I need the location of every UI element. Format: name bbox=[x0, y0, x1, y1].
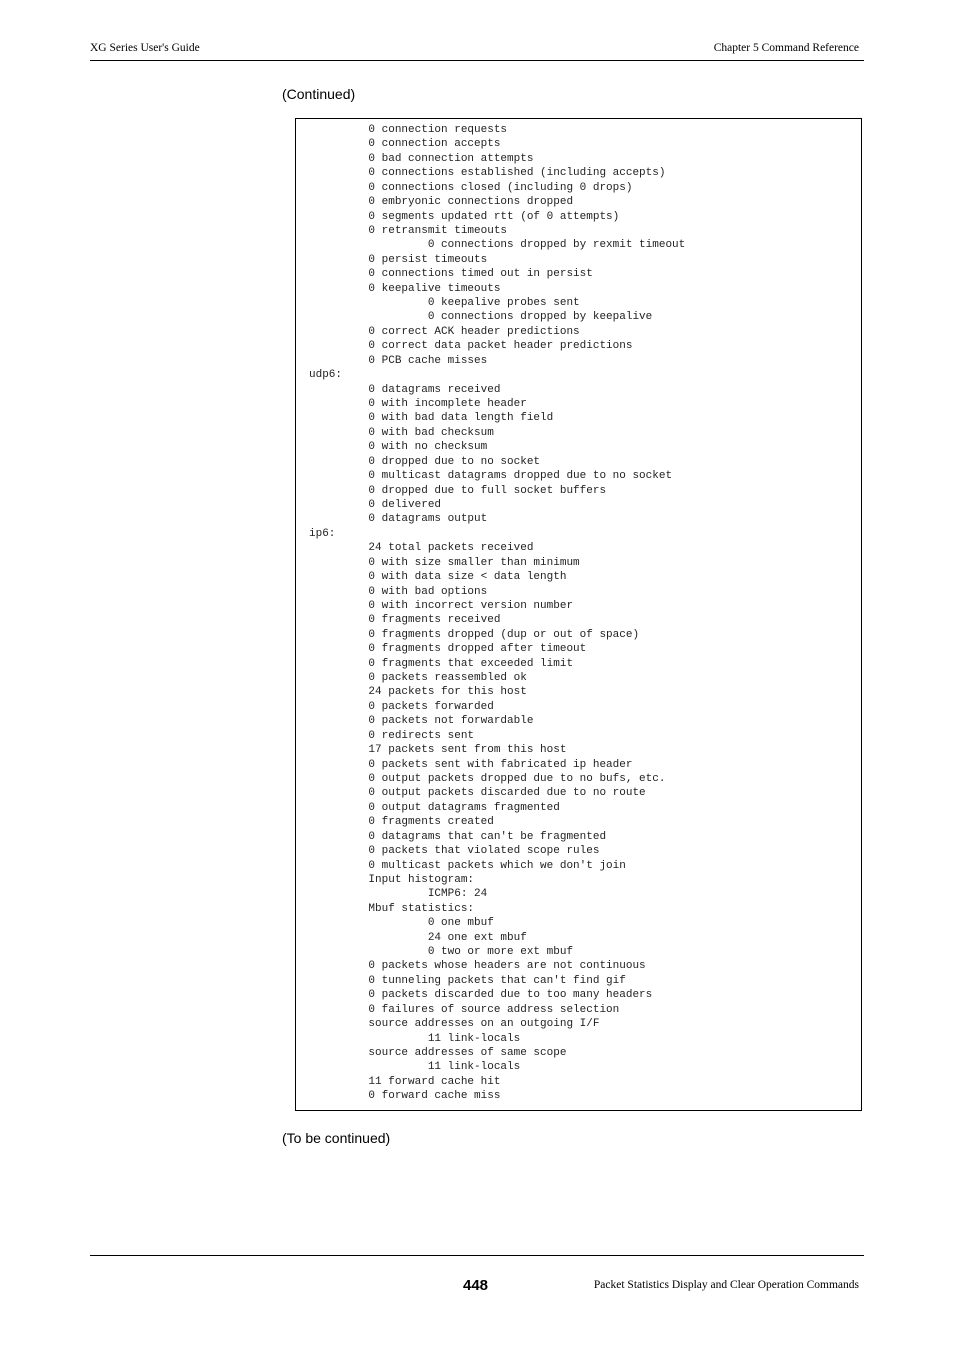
output-line: 0 packets sent with fabricated ip header bbox=[309, 758, 633, 771]
output-line: 0 output packets discarded due to no route bbox=[309, 787, 646, 800]
output-line: ip6: bbox=[309, 527, 336, 540]
output-line: 0 packets that violated scope rules bbox=[309, 845, 600, 858]
output-line: 11 link-locals bbox=[309, 1032, 521, 1045]
output-line: 0 with bad checksum bbox=[309, 426, 494, 439]
output-line: 0 datagrams received bbox=[309, 383, 501, 396]
footer-section-title: Packet Statistics Display and Clear Operation Commands bbox=[593, 1279, 859, 1291]
output-line: 0 connections dropped by keepalive bbox=[309, 311, 653, 324]
output-line: 0 dropped due to no socket bbox=[309, 455, 541, 468]
output-line: 0 fragments received bbox=[309, 614, 501, 627]
output-line: 0 redirects sent bbox=[309, 729, 475, 742]
output-line: 11 forward cache hit bbox=[309, 1075, 501, 1088]
output-line: 0 output datagrams fragmented bbox=[309, 801, 560, 814]
output-line: 0 dropped due to full socket buffers bbox=[309, 484, 607, 497]
output-line: 0 datagrams output bbox=[309, 513, 488, 526]
command-output-text bbox=[309, 123, 685, 1104]
output-line: 0 tunneling packets that can't find gif bbox=[309, 974, 626, 987]
output-line: 0 with no checksum bbox=[309, 441, 488, 454]
output-line: 0 with data size < data length bbox=[309, 571, 567, 584]
output-line: ICMP6: 24 bbox=[309, 888, 488, 901]
output-line: Mbuf statistics: bbox=[309, 902, 475, 915]
output-line: 0 fragments created bbox=[309, 816, 494, 829]
output-line: 0 correct ACK header predictions bbox=[309, 325, 580, 338]
output-line: 0 fragments dropped after timeout bbox=[309, 643, 587, 656]
output-line: 0 fragments that exceeded limit bbox=[309, 657, 574, 670]
output-line: 0 with incorrect version number bbox=[309, 599, 574, 612]
output-line: 0 persist timeouts bbox=[309, 253, 488, 266]
output-line: 0 forward cache miss bbox=[309, 1090, 501, 1103]
output-line: 0 segments updated rtt (of 0 attempts) bbox=[309, 210, 620, 223]
output-line: 0 multicast datagrams dropped due to no socket bbox=[309, 470, 673, 483]
to-be-continued-label: (To be continued) bbox=[282, 1130, 391, 1146]
footer-divider bbox=[90, 1255, 864, 1256]
output-line: 0 packets reassembled ok bbox=[309, 672, 527, 685]
output-line: 0 retransmit timeouts bbox=[309, 224, 508, 237]
output-line: 0 with bad options bbox=[309, 585, 488, 598]
output-line: 24 total packets received bbox=[309, 542, 534, 555]
output-line: 0 failures of source address selection bbox=[309, 1003, 620, 1016]
output-line: 0 output packets dropped due to no bufs, etc. bbox=[309, 772, 666, 785]
output-line: 0 connection requests bbox=[309, 124, 508, 136]
command-output-box bbox=[295, 118, 862, 1111]
output-line: 0 connections established (including accepts) bbox=[309, 167, 666, 180]
output-line: 0 connection accepts bbox=[309, 138, 501, 151]
output-line: 0 PCB cache misses bbox=[309, 354, 488, 367]
output-line: 0 with incomplete header bbox=[309, 398, 527, 411]
output-line: 0 connections dropped by rexmit timeout bbox=[309, 239, 686, 252]
output-line: 0 with bad data length field bbox=[309, 412, 554, 425]
output-line: 0 connections timed out in persist bbox=[309, 268, 593, 281]
output-line: Input histogram: bbox=[309, 873, 475, 886]
output-line: 0 keepalive timeouts bbox=[309, 282, 501, 295]
continued-label: (Continued) bbox=[282, 86, 356, 102]
output-line: 24 packets for this host bbox=[309, 686, 527, 699]
output-line: 0 one mbuf bbox=[309, 917, 494, 930]
output-line: 0 keepalive probes sent bbox=[309, 297, 580, 310]
output-line: 0 packets not forwardable bbox=[309, 715, 534, 728]
header-chapter-title: Chapter 5 Command Reference bbox=[713, 42, 859, 54]
output-line: 24 one ext mbuf bbox=[309, 931, 527, 944]
header-divider bbox=[90, 60, 864, 61]
output-line: 0 datagrams that can't be fragmented bbox=[309, 830, 607, 843]
output-line: source addresses on an outgoing I/F bbox=[309, 1018, 600, 1031]
page-number: 448 bbox=[463, 1277, 489, 1294]
output-line: 0 packets forwarded bbox=[309, 700, 494, 713]
output-line: 0 delivered bbox=[309, 498, 442, 511]
output-line: 17 packets sent from this host bbox=[309, 744, 567, 757]
output-line: 0 packets discarded due to too many headers bbox=[309, 989, 653, 1002]
output-line: 0 fragments dropped (dup or out of space) bbox=[309, 628, 640, 641]
output-line: 0 two or more ext mbuf bbox=[309, 946, 574, 959]
header-guide-title: XG Series User's Guide bbox=[90, 42, 200, 54]
output-line: udp6: bbox=[309, 369, 343, 382]
output-line: 0 multicast packets which we don't join bbox=[309, 859, 626, 872]
output-line: source addresses of same scope bbox=[309, 1047, 567, 1059]
output-line: 11 link-locals bbox=[309, 1061, 521, 1074]
output-line: 0 embryonic connections dropped bbox=[309, 196, 574, 209]
output-line: 0 correct data packet header predictions bbox=[309, 340, 633, 353]
output-line: 0 connections closed (including 0 drops) bbox=[309, 181, 633, 194]
output-line: 0 bad connection attempts bbox=[309, 152, 534, 165]
output-line: 0 packets whose headers are not continuous bbox=[309, 960, 646, 973]
output-line: 0 with size smaller than minimum bbox=[309, 556, 580, 569]
